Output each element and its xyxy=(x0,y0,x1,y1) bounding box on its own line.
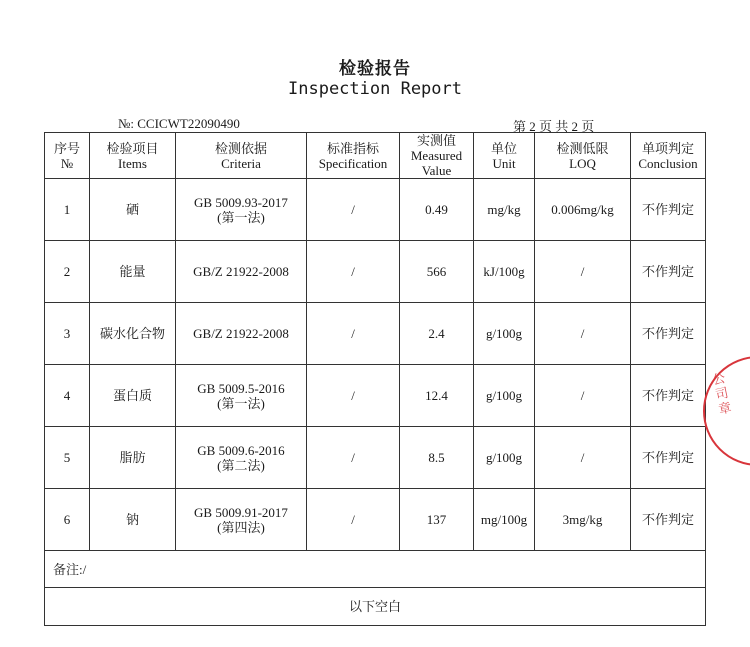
cell-loq: / xyxy=(535,427,631,489)
cell-unit: mg/100g xyxy=(474,489,535,551)
cell-value: 0.49 xyxy=(400,179,474,241)
cell-unit: g/100g xyxy=(474,427,535,489)
col-header-loq: 检测低限 LOQ xyxy=(535,133,631,179)
cell-item: 钠 xyxy=(90,489,176,551)
company-seal-text: 公司章 xyxy=(710,371,734,418)
cell-criteria: GB 5009.5-2016 (第一法) xyxy=(176,365,307,427)
cell-conclusion: 不作判定 xyxy=(631,489,706,551)
cell-spec: / xyxy=(307,303,400,365)
cell-value: 12.4 xyxy=(400,365,474,427)
cell-value: 8.5 xyxy=(400,427,474,489)
cell-no: 1 xyxy=(45,179,90,241)
cell-loq: / xyxy=(535,303,631,365)
cell-conclusion: 不作判定 xyxy=(631,179,706,241)
cell-criteria: GB 5009.93-2017 (第一法) xyxy=(176,179,307,241)
cell-spec: / xyxy=(307,179,400,241)
cell-unit: g/100g xyxy=(474,365,535,427)
cell-no: 5 xyxy=(45,427,90,489)
cell-loq: / xyxy=(535,365,631,427)
cell-item: 硒 xyxy=(90,179,176,241)
table-header-row xyxy=(45,133,706,179)
cell-spec: / xyxy=(307,241,400,303)
cell-spec: / xyxy=(307,427,400,489)
cell-unit: mg/kg xyxy=(474,179,535,241)
col-header-specification: 标准指标 Specification xyxy=(307,133,400,179)
table-row xyxy=(45,303,706,365)
col-header-no: 序号 № xyxy=(45,133,90,179)
cell-no: 2 xyxy=(45,241,90,303)
cell-value: 566 xyxy=(400,241,474,303)
blank-notice: 以下空白 xyxy=(45,588,706,626)
cell-conclusion: 不作判定 xyxy=(631,365,706,427)
page-indicator: 第 2 页 共 2 页 xyxy=(513,119,595,134)
col-header-measured-value: 实测值 Measured Value xyxy=(400,133,474,179)
table-row xyxy=(45,427,706,489)
table-row xyxy=(45,489,706,551)
cell-conclusion: 不作判定 xyxy=(631,303,706,365)
cell-criteria: GB 5009.6-2016 (第二法) xyxy=(176,427,307,489)
table-row xyxy=(45,241,706,303)
blank-notice-row xyxy=(45,588,706,626)
cell-unit: g/100g xyxy=(474,303,535,365)
cell-item: 能量 xyxy=(90,241,176,303)
cell-loq: 3mg/kg xyxy=(535,489,631,551)
table-row xyxy=(45,365,706,427)
cell-no: 6 xyxy=(45,489,90,551)
cell-loq: 0.006mg/kg xyxy=(535,179,631,241)
report-number: №: CCICWT22090490 xyxy=(118,116,240,131)
cell-criteria: GB/Z 21922-2008 xyxy=(176,241,307,303)
cell-spec: / xyxy=(307,489,400,551)
cell-item: 脂肪 xyxy=(90,427,176,489)
inspection-table xyxy=(44,132,706,626)
report-title-zh: 检验报告 xyxy=(339,59,411,79)
remarks-cell: 备注:/ xyxy=(45,551,706,588)
cell-no: 3 xyxy=(45,303,90,365)
cell-unit: kJ/100g xyxy=(474,241,535,303)
cell-conclusion: 不作判定 xyxy=(631,241,706,303)
cell-no: 4 xyxy=(45,365,90,427)
cell-criteria: GB 5009.91-2017 (第四法) xyxy=(176,489,307,551)
col-header-unit: 单位 Unit xyxy=(474,133,535,179)
cell-criteria: GB/Z 21922-2008 xyxy=(176,303,307,365)
cell-item: 碳水化合物 xyxy=(90,303,176,365)
cell-conclusion: 不作判定 xyxy=(631,427,706,489)
cell-item: 蛋白质 xyxy=(90,365,176,427)
col-header-items: 检验项目 Items xyxy=(90,133,176,179)
cell-value: 2.4 xyxy=(400,303,474,365)
cell-loq: / xyxy=(535,241,631,303)
table-row xyxy=(45,179,706,241)
col-header-criteria: 检测依据 Criteria xyxy=(176,133,307,179)
report-title-en: Inspection Report xyxy=(288,79,462,99)
cell-value: 137 xyxy=(400,489,474,551)
col-header-conclusion: 单项判定 Conclusion xyxy=(631,133,706,179)
cell-spec: / xyxy=(307,365,400,427)
remarks-row xyxy=(45,551,706,588)
